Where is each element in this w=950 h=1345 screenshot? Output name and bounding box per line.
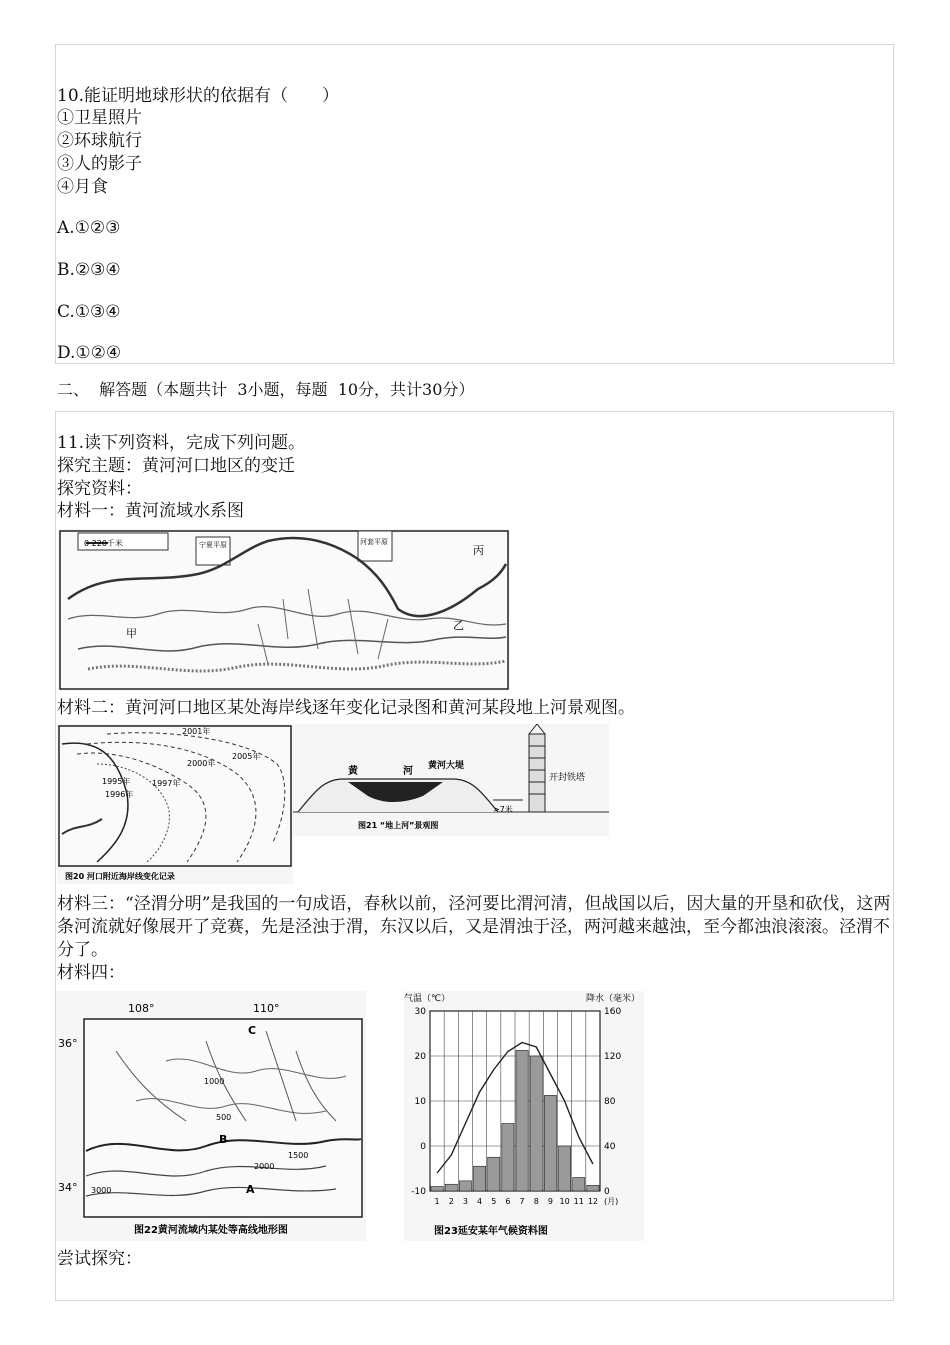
- precip-bar-12: [587, 1185, 599, 1191]
- precip-bar-10: [559, 1146, 571, 1191]
- label-2001: 2001年: [182, 727, 211, 736]
- temp-tick-label: 20: [414, 1052, 426, 1062]
- contour-3000-label: 3000: [91, 1186, 112, 1195]
- q10-item-2: ②环球航行: [57, 131, 142, 151]
- q11-material-2: 材料二：黄河河口地区某处海岸线逐年变化记录图和黄河某段地上河景观图。: [57, 698, 635, 718]
- label-levee: 黄河大堤: [428, 761, 465, 771]
- contour-1000-label: 1000: [204, 1077, 225, 1086]
- q10-stem: 10.能证明地球形状的依据有（ ）: [57, 86, 340, 106]
- contour-500-label: 500: [216, 1113, 232, 1122]
- temp-tick-label: 30: [414, 1007, 426, 1017]
- precip-bar-7: [516, 1050, 528, 1191]
- precip-tick-label: 80: [604, 1097, 616, 1107]
- fig22-caption: 图22黄河流域内某处等高线地形图: [134, 1225, 288, 1236]
- temp-tick-label: -10: [411, 1187, 426, 1197]
- precip-tick-label: 120: [604, 1052, 622, 1062]
- q10-item-4: ④月食: [57, 177, 108, 197]
- q10-option-b[interactable]: B.②③④: [57, 260, 121, 280]
- fig23-caption: 图23延安某年气候资料图: [434, 1226, 548, 1237]
- precip-bar-6: [502, 1124, 514, 1192]
- month-tick-label: 7: [519, 1197, 525, 1206]
- right-axis-label: 降水（毫米）: [586, 994, 641, 1004]
- label-he: 河: [403, 766, 413, 777]
- precip-bar-4: [474, 1166, 486, 1191]
- contour-map-figure: [56, 991, 366, 1241]
- temp-tick-label: 10: [414, 1097, 426, 1107]
- month-tick-label: 12: [587, 1197, 599, 1206]
- q11-material-1: 材料一：黄河流域水系图: [57, 501, 244, 521]
- section-2-title: 二、 解答题（本题共计 3小题，每题 10分，共计30分）: [57, 380, 475, 399]
- precip-bar-1: [431, 1187, 443, 1192]
- precip-tick-label: 160: [604, 1007, 622, 1017]
- point-c-label: C: [248, 1024, 257, 1037]
- coastline-change-figure: [57, 724, 293, 884]
- q11-material-4: 材料四：: [57, 963, 125, 983]
- precip-bar-9: [544, 1095, 556, 1191]
- lat-34-label: 34°: [58, 1181, 78, 1194]
- q10-option-c[interactable]: C.①③④: [57, 302, 121, 322]
- label-1996: 1996年: [105, 790, 134, 799]
- month-tick-label: 6: [505, 1197, 511, 1206]
- contour-1500-label: 1500: [288, 1151, 309, 1160]
- label-huang: 黄: [348, 766, 358, 777]
- fig21-caption: 图21 “地上河”景观图: [358, 821, 439, 830]
- month-tick-label: 1: [434, 1197, 440, 1206]
- point-a-label: A: [246, 1183, 255, 1196]
- label-1997: 1997年: [152, 779, 181, 788]
- q10-option-a[interactable]: A.①②③: [57, 218, 121, 238]
- q11-try-explore: 尝试探究：: [57, 1249, 142, 1269]
- fig20-caption: 图20 河口附近海岸线变化记录: [65, 872, 175, 881]
- yellow-river-basin-map: [58, 529, 510, 691]
- q11-theme: 探究主题：黄河河口地区的变迁: [57, 456, 295, 476]
- precip-bar-2: [445, 1184, 457, 1191]
- month-tick-label: 8: [533, 1197, 539, 1206]
- point-b-label: B: [219, 1133, 228, 1146]
- month-tick-label: 5: [491, 1197, 497, 1206]
- x-unit-label: (月): [604, 1197, 619, 1206]
- label-2005: 2005年: [232, 752, 261, 761]
- month-tick-label: 2: [448, 1197, 454, 1206]
- precip-bar-8: [530, 1056, 542, 1191]
- q11-material-3: 材料三：“泾渭分明”是我国的一句成语，春秋以前，泾河要比渭河清，但战国以后，因大量的开垦和砍伐，这两条河流就好像展开了竞赛，先是泾浊于渭，东汉以后，又是渭浊于泾，两河越来越浊，至今都浊浪滚滚。泾渭不分了。: [57, 894, 891, 960]
- map-ningxia-label: 宁夏平原: [199, 541, 227, 549]
- q10-item-1: ①卫星照片: [57, 108, 142, 128]
- month-tick-label: 11: [573, 1197, 584, 1206]
- lon-110-label: 110°: [253, 1002, 280, 1015]
- map-label-jia: 甲: [126, 627, 137, 640]
- q11-materials-label: 探究资料：: [57, 479, 142, 499]
- temp-tick-label: 0: [420, 1142, 426, 1152]
- q11-stem: 11.读下列资料，完成下列问题。: [57, 433, 306, 453]
- lon-108-label: 108°: [128, 1002, 155, 1015]
- month-tick-label: 9: [547, 1197, 553, 1206]
- lat-36-label: 36°: [58, 1037, 78, 1050]
- precip-tick-label: 40: [604, 1142, 616, 1152]
- precip-bar-11: [573, 1178, 585, 1192]
- precip-tick-label: 0: [604, 1187, 610, 1197]
- label-1995: 1995年: [102, 777, 131, 786]
- precip-bar-3: [459, 1181, 471, 1191]
- map-hetao-label: 河套平原: [360, 538, 388, 546]
- map-scale-label: 0 220千米: [84, 539, 123, 548]
- q10-item-3: ③人的影子: [57, 154, 142, 174]
- elevated-river-figure: [293, 724, 609, 836]
- precip-bar-5: [488, 1157, 500, 1191]
- chart-grid: [430, 1011, 600, 1191]
- q10-option-d[interactable]: D.①②④: [57, 343, 122, 363]
- label-height: >7米: [493, 805, 513, 814]
- label-kaifeng-tower: 开封铁塔: [549, 773, 586, 783]
- map-label-yi: 乙: [453, 619, 464, 632]
- map-label-bing: 丙: [473, 544, 484, 557]
- contour-2000-label: 2000: [254, 1162, 275, 1171]
- left-axis-label: 气温（℃）: [404, 994, 451, 1004]
- month-tick-label: 10: [559, 1197, 570, 1206]
- month-tick-label: 3: [462, 1197, 468, 1206]
- month-tick-label: 4: [477, 1197, 483, 1206]
- label-2000: 2000年: [187, 759, 216, 768]
- climate-chart: [404, 991, 644, 1241]
